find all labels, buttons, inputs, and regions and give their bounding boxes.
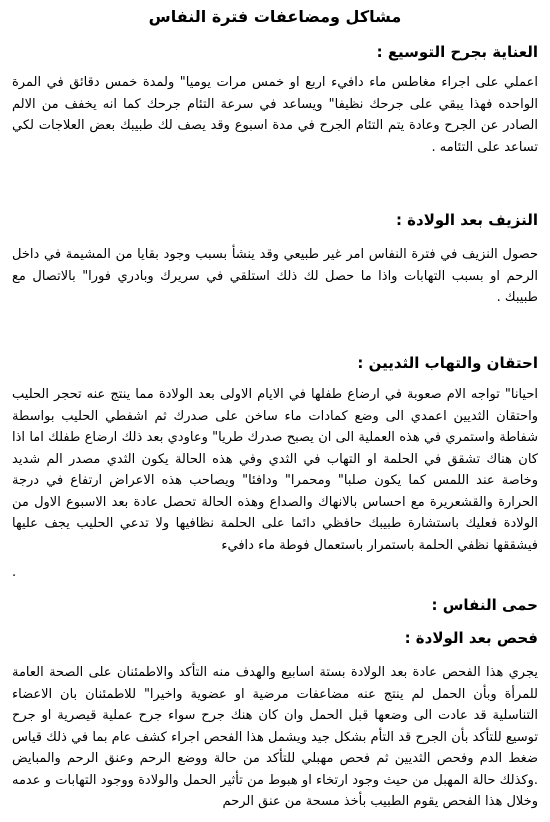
section-heading-exam: فحص بعد الولادة : (404, 629, 538, 647)
section-text-breast-end: . (12, 565, 17, 580)
section-heading-bleeding: النزيف بعد الولادة : (395, 211, 538, 229)
section-heading-fever: حمى النفاس : (431, 596, 538, 614)
section-heading-wound-care: العناية بجرح التوسيع : (376, 43, 538, 61)
section-text-wound-care: اعملي على اجراء مغاطس ماء دافيء اربع او خمس مرات يوميا" ولمدة خمس دقائق في المرة الواحده فهذا يبقي على جرحك نظيفا" ويساعد في سرعة التئام جرحك كما انه يخفف من الالم الصادر عن الجرح وعادة يتم التئام الجرح في مدة اسبوع وقد يصف لك طبيبك بعض العلاجات لكي تساعد على التئامه . (12, 75, 538, 155)
section-text-bleeding: حصول النزيف في فترة النفاس امر غير طبيعي وقد ينشأ بسبب وجود بقايا من المشيمة في داخل الرحم او بسبب التهابات واذا ما حصل لك ذلك استلقي في سريرك وبادري فورا" بالاتصال مع طبيبك . (12, 247, 538, 305)
section-text-exam: يجري هذا الفحص عادة بعد الولادة بستة اسابيع والهدف منه التأكد والاطمئنان على الصحة العامة للمرأة وبأن الحمل لم ينتج عنه مضاعفات مرضية او عضوية واخيرا" للاطمئنان بان الاعضاء التناسلية قد عادت الى وضعها قبل الحمل وان كان هنك جرح سواء جرح عملية قيصرية او جرح توسيع للتأكد بأن الجرح قد التأم بشكل جيد ويشمل هذا الفحص اجراء كشف عام بما في ذلك قياس ضغط الدم وفحص الثديين ثم فحص مهبلي للتأكد من حالة ووضع الرحم وعنق الرحم والمبايض .وكذلك حالة المهبل من حيث وجود ارتخاء او هبوط من تأثير الحمل والولادة ووجود التهابات و عدمه وخلال هذا الفحص يقوم الطبيب بأخذ مسحة من عنق الرحم (12, 665, 538, 809)
section-text-breast: احيانا" تواجه الام صعوبة في ارضاع طفلها في الايام الاولى بعد الولادة مما ينتج عنه تحجر الحليب واحتقان الثديين اعمدي الى وضع كمادات ماء ساخن على صدرك ثم اشفطي الحليب بواسطة شفاطة واستمري في هذه العملية الى ان يصبح صدرك طريا" وعاودي بعد ذلك ارضاع طفلك اما اذا كان هناك تشقق في الحلمة او التهاب في الثدي وفي هذه الحالة يكون الثدي مصدر الم شديد وخاصة عند اللمس كما يكون صلبا" ومحمرا" ودافئا" ويصاحب هذه الاعراض ارتفاع في درجة الحرارة والقشعريرة مع احساس بالانهاك والصداع وهذه الحالة تحصل عادة بعد الاسبوع الاول من الولادة فعليك باستشارة طبيبك حافظي دائما على الحلمة نظافيها ولا تدعي الحليب يجف عليها فيشققها نظفي الحلمة باستمرار باستعمال فوطة ماء دافيء (12, 387, 538, 553)
section-heading-breast: احتقان والتهاب الثديين : (357, 354, 538, 372)
page-title: مشاكل ومضاعفات فترة النفاس (148, 7, 402, 26)
